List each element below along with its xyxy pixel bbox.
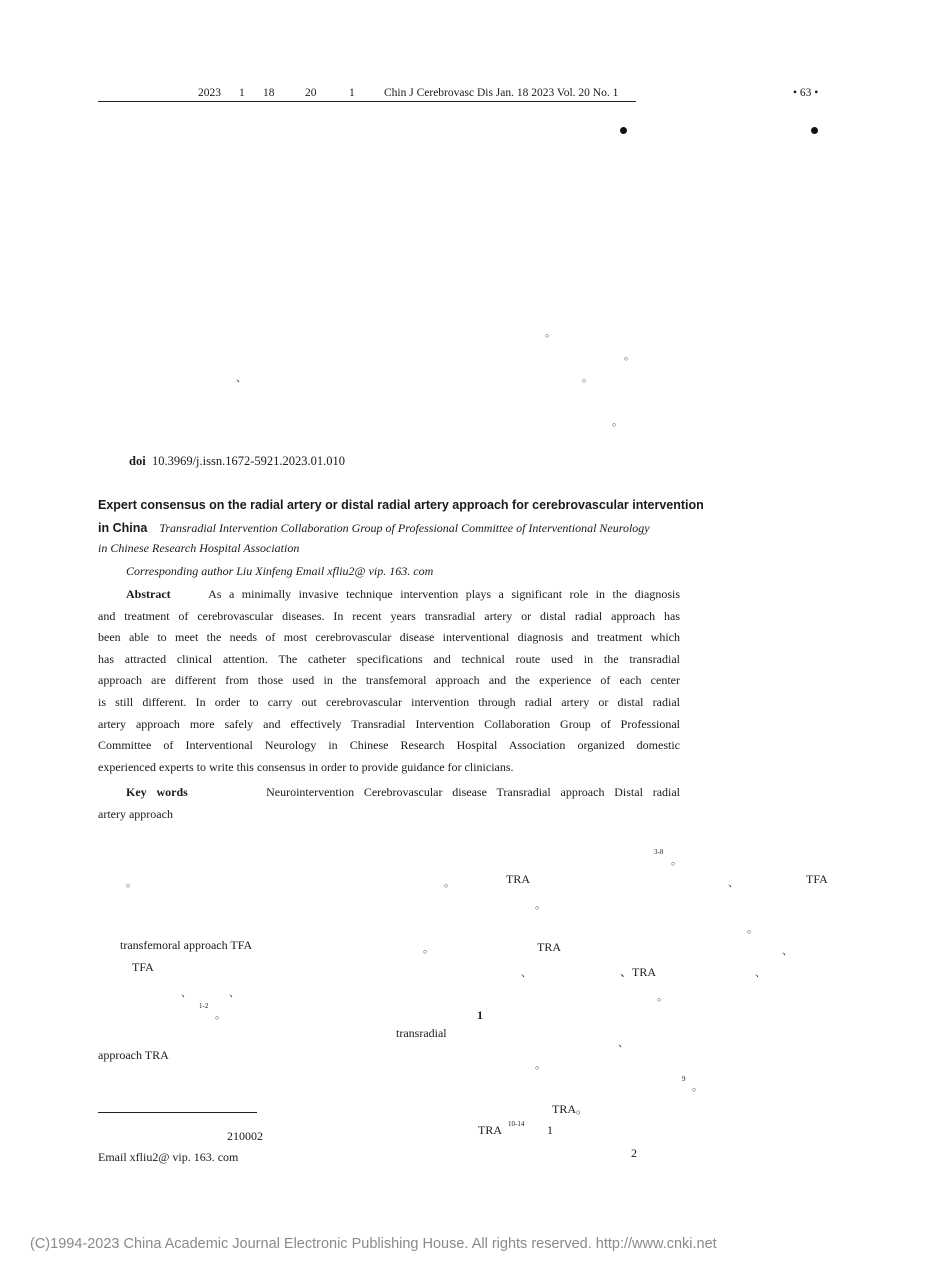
body-fragment: transfemoral approach TFA xyxy=(120,938,253,952)
english-title-line2 xyxy=(98,519,650,537)
body-fragment: TRA xyxy=(537,940,561,954)
punct-mark: 。 xyxy=(657,991,668,1003)
abstract-line: Abstract As a minimally invasive technique intervention plays a significant role in the diagnosis xyxy=(126,587,680,601)
body-fragment: TRA xyxy=(506,872,530,886)
abstract-line: experienced experts to write this consensus in order to provide guidance for clinicians. xyxy=(98,759,514,774)
header-page-number: • 63 • xyxy=(793,87,819,99)
header-issue: 1 xyxy=(349,87,355,99)
english-abstract xyxy=(98,584,680,778)
punct-mark: 、 xyxy=(521,967,532,979)
body-fragment: transradial xyxy=(396,1026,447,1040)
punct-mark: 。 xyxy=(215,1009,226,1021)
bullet-dot-right xyxy=(811,127,818,134)
abstract-line: Committee of Interventional Neurology in Chinese Research Hospital Association organized domestic xyxy=(98,738,680,753)
doi-line xyxy=(129,454,345,469)
punct-mark: 。 xyxy=(624,350,635,362)
citation-superscript: 1-2 xyxy=(199,1002,209,1010)
header-month: 1 xyxy=(239,87,245,99)
body-fragment: 、TRA xyxy=(620,965,657,979)
english-keywords xyxy=(98,782,680,825)
author-group-line2: in Chinese Research Hospital Association xyxy=(98,541,300,555)
header-journal: Chin J Cerebrovasc Dis Jan. 18 2023 Vol. 20 No. 1 xyxy=(384,87,619,99)
citation-superscript: 10-14 xyxy=(508,1120,525,1128)
punct-mark: 。 xyxy=(671,855,682,867)
footnote-rule xyxy=(98,1112,257,1113)
section-number: 1 xyxy=(477,1008,483,1022)
header-rule xyxy=(98,101,636,102)
footnote-postcode: 210002 xyxy=(227,1129,263,1143)
header-volume: 20 xyxy=(305,87,317,99)
body-fragment: 1 xyxy=(547,1123,553,1137)
punct-mark: 。 xyxy=(444,877,455,889)
bullet-dot-left xyxy=(620,127,627,134)
body-fragment: 2 xyxy=(631,1146,637,1160)
punct-mark: 、 xyxy=(236,372,247,384)
body-fragment: TRA xyxy=(478,1123,502,1137)
citation-superscript: 3-8 xyxy=(654,848,664,856)
abstract-label: Abstract xyxy=(126,587,171,601)
header-day: 18 xyxy=(263,87,275,99)
doi-label: doi xyxy=(129,454,146,468)
punct-mark: 、 xyxy=(618,1037,629,1049)
body-fragment: TFA xyxy=(132,960,154,974)
footnote-email: Email xfliu2@ vip. 163. com xyxy=(98,1150,239,1164)
body-fragment: TRA。 xyxy=(552,1102,589,1116)
punct-mark: 。 xyxy=(747,923,758,935)
punct-mark: 、 xyxy=(728,877,739,889)
abstract-line: is still different. In order to carry out cerebrovascular intervention through radial artery or distal radial xyxy=(98,694,680,709)
abstract-line: has attracted clinical attention. The catheter specifications and technical route used in the transradial xyxy=(98,651,680,666)
punct-mark: 。 xyxy=(582,372,593,384)
punct-mark: 。 xyxy=(612,416,623,428)
citation-superscript: 9 xyxy=(682,1075,686,1083)
punct-mark: 。 xyxy=(535,1059,546,1071)
abstract-line: been able to meet the needs of most cerebrovascular disease interventional diagnosis and treatment which xyxy=(98,630,680,645)
keywords-line: artery approach xyxy=(98,806,173,821)
copyright-footer: (C)1994-2023 China Academic Journal Electronic Publishing House. All rights reserved. http://www.cnki.net xyxy=(30,1236,717,1252)
keywords-line: Key words Neurointervention Cerebrovascular disease Transradial approach Distal radial xyxy=(126,785,681,799)
punct-mark: 。 xyxy=(692,1081,703,1093)
doi-value: 10.3969/j.issn.1672-5921.2023.01.010 xyxy=(151,454,345,468)
author-group-line1: Transradial Intervention Collaboration Group of Professional Committee of Interventional Neurology xyxy=(159,521,650,535)
punct-mark: 、 xyxy=(181,987,192,999)
body-fragment: TFA xyxy=(806,872,828,886)
abstract-line: artery approach more safely and effectively Transradial Intervention Collaboration Group of Professional xyxy=(98,716,680,731)
punct-mark: 。 xyxy=(545,327,556,339)
english-title-tail: in China xyxy=(98,521,148,535)
corresponding-author: Corresponding author Liu Xinfeng Email xfliu2@ vip. 163. com xyxy=(126,564,434,578)
punct-mark: 、 xyxy=(755,967,766,979)
punct-mark: 。 xyxy=(535,899,546,911)
header-year: 2023 xyxy=(198,87,221,99)
punct-mark: 、 xyxy=(229,987,240,999)
english-title-line1: Expert consensus on the radial artery or distal radial artery approach for cerebrovascular intervention xyxy=(98,498,704,512)
keywords-label: Key words xyxy=(126,785,188,799)
punct-mark: 。 xyxy=(423,943,434,955)
abstract-line: and treatment of cerebrovascular diseases. In recent years transradial artery or distal radial approach has xyxy=(98,608,680,623)
abstract-line: approach are different from those used in the transfemoral approach and the experience of each center xyxy=(98,673,680,688)
punct-mark: 、 xyxy=(782,945,793,957)
punct-mark: 。 xyxy=(126,877,137,889)
body-fragment: approach TRA xyxy=(98,1048,169,1062)
